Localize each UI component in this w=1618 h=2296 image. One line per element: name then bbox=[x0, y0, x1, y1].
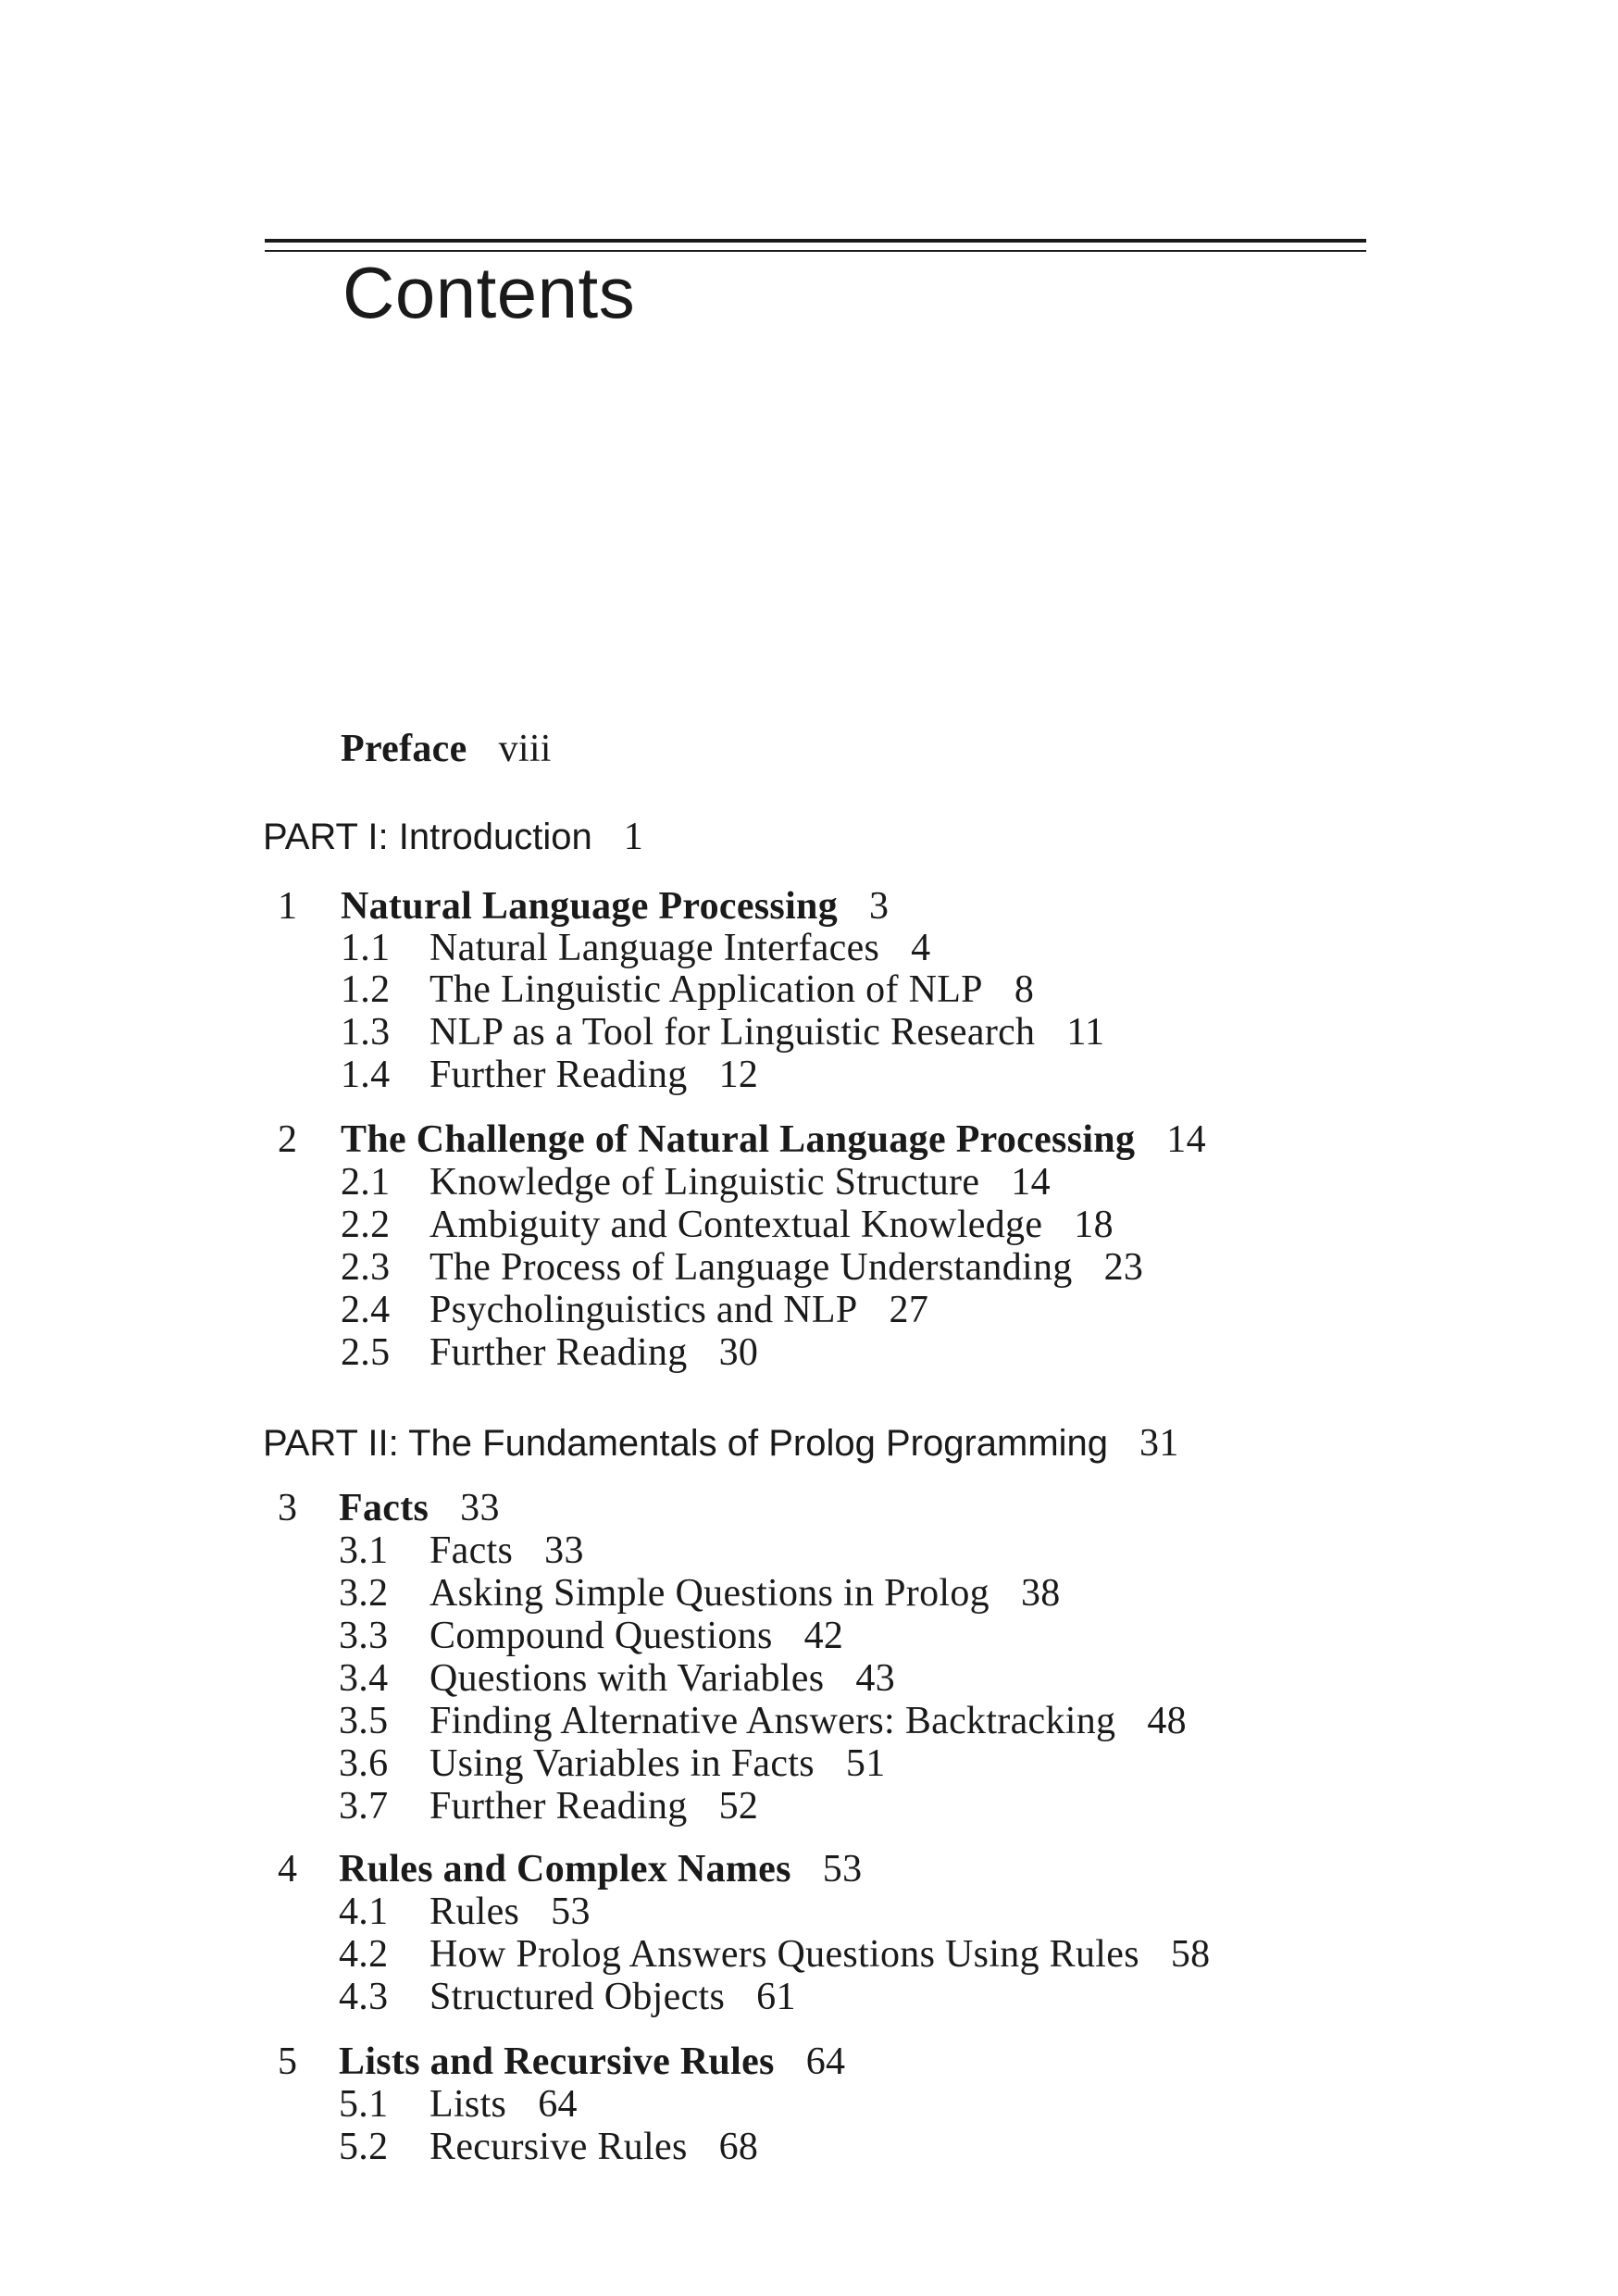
part-label: PART II: The Fundamentals of Prolog Programming bbox=[263, 1423, 1109, 1464]
chapter-title: Facts bbox=[339, 1487, 429, 1529]
chapter-number: 3 bbox=[278, 1487, 298, 1529]
section-page: 14 bbox=[1011, 1161, 1051, 1204]
section-page: 43 bbox=[855, 1657, 895, 1700]
section-page: 33 bbox=[544, 1529, 584, 1572]
section-number: 2.1 bbox=[341, 1161, 391, 1204]
section-page: 42 bbox=[803, 1615, 844, 1657]
toc-section bbox=[339, 1616, 843, 1655]
part-label: PART I: Introduction bbox=[263, 817, 592, 857]
toc-section bbox=[339, 1892, 591, 1931]
section-page: 52 bbox=[718, 1785, 759, 1828]
part-page: 1 bbox=[623, 816, 644, 858]
chapter-number: 2 bbox=[278, 1118, 298, 1161]
toc-section bbox=[341, 970, 1034, 1009]
section-number: 2.4 bbox=[341, 1289, 391, 1331]
section-page: 27 bbox=[889, 1289, 929, 1331]
section-number: 4.1 bbox=[339, 1890, 389, 1933]
toc-part-2 bbox=[263, 1424, 1179, 1463]
chapter-number: 4 bbox=[278, 1848, 298, 1890]
toc-section bbox=[339, 1574, 1061, 1613]
section-title: Questions with Variables bbox=[429, 1657, 825, 1700]
section-number: 3.3 bbox=[339, 1615, 389, 1657]
toc-section bbox=[339, 1787, 758, 1826]
section-title: Finding Alternative Answers: Backtracking bbox=[429, 1700, 1116, 1742]
toc-part-1 bbox=[263, 817, 643, 856]
toc-section bbox=[341, 1248, 1143, 1287]
toc-section bbox=[341, 1163, 1051, 1202]
toc-section bbox=[339, 1744, 886, 1783]
section-title: Psycholinguistics and NLP bbox=[429, 1289, 858, 1331]
section-title: Asking Simple Questions in Prolog bbox=[429, 1572, 989, 1615]
section-page: 18 bbox=[1074, 1204, 1114, 1246]
section-number: 1.2 bbox=[341, 968, 391, 1011]
section-number: 3.2 bbox=[339, 1572, 389, 1615]
section-page: 11 bbox=[1066, 1011, 1105, 1054]
section-page: 23 bbox=[1103, 1246, 1144, 1289]
toc-section bbox=[341, 1205, 1114, 1244]
section-title: Using Variables in Facts bbox=[429, 1742, 815, 1785]
toc-section bbox=[341, 929, 930, 967]
toc-section bbox=[339, 2128, 758, 2166]
section-number: 5.2 bbox=[339, 2126, 389, 2168]
section-title: Compound Questions bbox=[429, 1615, 773, 1657]
chapter-page: 14 bbox=[1166, 1118, 1206, 1161]
chapter-page: 33 bbox=[460, 1487, 500, 1529]
toc-chapter-2 bbox=[278, 1120, 1206, 1159]
section-title: Ambiguity and Contextual Knowledge bbox=[429, 1204, 1043, 1246]
chapter-title: Natural Language Processing bbox=[341, 885, 838, 928]
toc-section bbox=[341, 1291, 928, 1329]
chapter-title: Lists and Recursive Rules bbox=[339, 2040, 775, 2083]
preface-label: Preface bbox=[341, 728, 467, 770]
section-number: 3.1 bbox=[339, 1529, 389, 1572]
section-page: 64 bbox=[538, 2083, 578, 2126]
title-rule-thick bbox=[265, 239, 1366, 243]
section-page: 53 bbox=[551, 1890, 591, 1933]
toc-section bbox=[339, 1531, 584, 1570]
section-number: 5.1 bbox=[339, 2083, 389, 2126]
section-page: 68 bbox=[718, 2126, 759, 2168]
toc-section bbox=[339, 1935, 1210, 1974]
part-page: 31 bbox=[1139, 1422, 1179, 1465]
section-number: 4.2 bbox=[339, 1933, 389, 1976]
section-number: 3.5 bbox=[339, 1700, 389, 1742]
section-number: 3.7 bbox=[339, 1785, 389, 1828]
section-number: 1.1 bbox=[341, 927, 391, 969]
toc-chapter-1 bbox=[278, 887, 889, 926]
section-title: Facts bbox=[429, 1529, 514, 1572]
section-page: 38 bbox=[1020, 1572, 1061, 1615]
section-number: 1.3 bbox=[341, 1011, 391, 1054]
toc-section bbox=[339, 1978, 796, 2016]
section-title: Rules bbox=[429, 1890, 520, 1933]
toc-section bbox=[341, 1333, 758, 1372]
section-number: 3.4 bbox=[339, 1657, 389, 1700]
toc-preface bbox=[341, 730, 552, 768]
toc-chapter-4 bbox=[278, 1850, 862, 1889]
chapter-page: 64 bbox=[805, 2040, 846, 2083]
section-number: 2.2 bbox=[341, 1204, 391, 1246]
section-number: 1.4 bbox=[341, 1054, 391, 1096]
chapter-title: The Challenge of Natural Language Processing bbox=[341, 1118, 1136, 1161]
section-number: 2.5 bbox=[341, 1331, 391, 1374]
toc-chapter-3 bbox=[278, 1489, 500, 1528]
section-page: 4 bbox=[911, 927, 931, 969]
chapter-title: Rules and Complex Names bbox=[339, 1848, 791, 1890]
section-page: 61 bbox=[756, 1976, 796, 2018]
section-title: Recursive Rules bbox=[429, 2126, 688, 2168]
section-title: Natural Language Interfaces bbox=[429, 927, 880, 969]
toc-section bbox=[339, 1702, 1187, 1741]
section-title: NLP as a Tool for Linguistic Research bbox=[429, 1011, 1036, 1054]
chapter-number: 1 bbox=[278, 885, 298, 928]
toc-section bbox=[339, 1659, 895, 1698]
section-page: 12 bbox=[718, 1054, 759, 1096]
section-title: Further Reading bbox=[429, 1331, 688, 1374]
toc-section bbox=[341, 1055, 758, 1094]
toc-chapter-5 bbox=[278, 2042, 845, 2081]
toc-section bbox=[341, 1013, 1104, 1052]
section-number: 2.3 bbox=[341, 1246, 391, 1289]
section-title: The Process of Language Understanding bbox=[429, 1246, 1073, 1289]
section-title: Further Reading bbox=[429, 1785, 688, 1828]
chapter-page: 3 bbox=[869, 885, 890, 928]
section-page: 51 bbox=[845, 1742, 886, 1785]
section-title: The Linguistic Application of NLP bbox=[429, 968, 983, 1011]
section-page: 58 bbox=[1170, 1933, 1211, 1976]
section-title: Structured Objects bbox=[429, 1976, 726, 2018]
chapter-number: 5 bbox=[278, 2040, 298, 2083]
section-page: 48 bbox=[1147, 1700, 1187, 1742]
section-title: How Prolog Answers Questions Using Rules bbox=[429, 1933, 1139, 1976]
section-page: 30 bbox=[718, 1331, 759, 1374]
section-title: Further Reading bbox=[429, 1054, 688, 1096]
section-number: 4.3 bbox=[339, 1976, 389, 2018]
page-title: Contents bbox=[342, 252, 636, 333]
section-page: 8 bbox=[1014, 968, 1035, 1011]
section-title: Lists bbox=[429, 2083, 507, 2126]
chapter-page: 53 bbox=[822, 1848, 863, 1890]
section-title: Knowledge of Linguistic Structure bbox=[429, 1161, 980, 1204]
preface-page: viii bbox=[498, 728, 552, 770]
section-number: 3.6 bbox=[339, 1742, 389, 1785]
toc-section bbox=[339, 2085, 578, 2124]
